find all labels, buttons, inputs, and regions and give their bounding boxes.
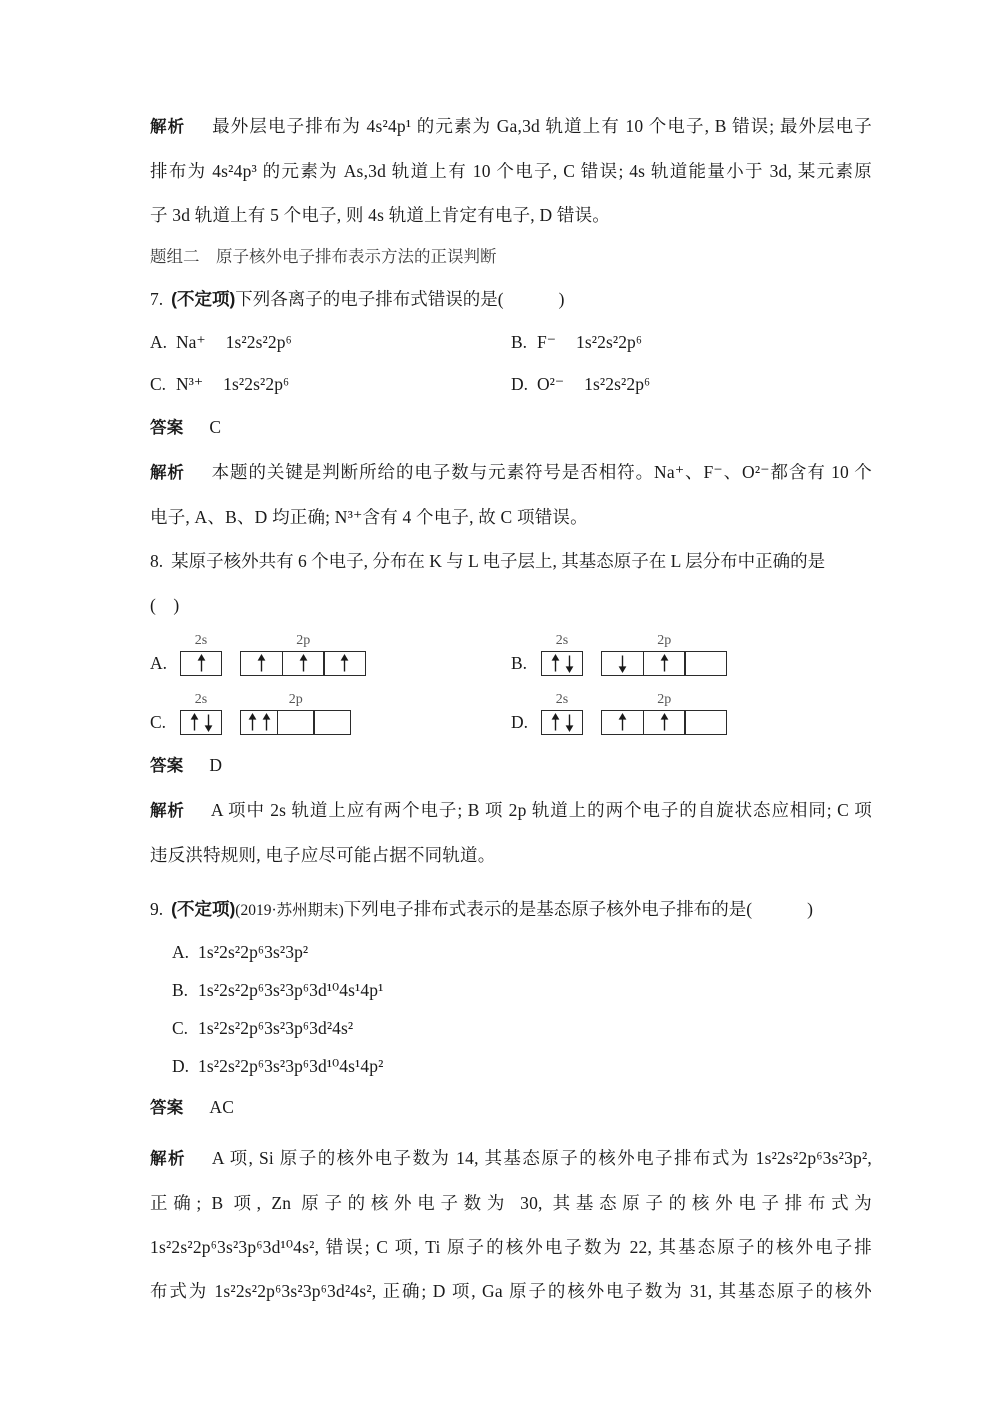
spin-up-arrow-icon [190,713,199,732]
orbital-cell [643,710,686,735]
question-9-tag: (不定项) [171,899,236,919]
orbital-caption-2s: 2s [194,633,208,648]
question-9-source: (2019·苏州期末) [235,902,344,919]
option-d-config: 1s²2s²2p⁶3s²3p⁶3d¹⁰4s¹4p² [198,1056,384,1076]
option-c-config: 1s²2s²2p⁶3s²3p⁶3d²4s² [198,1018,354,1038]
question-7-paren-close: ) [558,289,565,309]
spin-up-arrow-icon [248,713,257,732]
question-9-explanation-text-1: A 项, Si 原子的核外电子数为 14, 其基态原子的核外电子排布式为 1s²2s²2p⁶3s²3p², [211,1148,872,1168]
option-c-letter: C. [150,712,167,732]
orbital-cell [684,651,727,676]
orbital-caption-2p: 2p [288,692,303,707]
question-9-paren-close: ) [807,899,813,919]
orbital-cell [601,710,644,735]
question-8-orbital-row-1 [150,631,872,676]
option-a-config: 1s²2s²2p⁶ [225,332,292,352]
option-b-config: 1s²2s²2p⁶ [575,332,643,352]
option-a-letter: A. [150,653,168,673]
question-9-option-a[interactable] [150,933,872,971]
option-a-2s-boxes [180,651,222,676]
question-7-option-d[interactable] [511,363,872,405]
question-7-text: 下列各离子的电子排布式错误的是( [235,289,504,309]
question-9-explanation-line-3: 1s²2s²2p⁶3s²3p⁶3d¹⁰4s², 错误; C 项, Ti 原子的核外电子数为 22, 其基态原子的核外电子排 [150,1237,872,1257]
question-7-option-a[interactable] [150,321,511,363]
orbital-cell [541,651,583,676]
option-d-2p-boxes [601,710,727,735]
option-c-2p-boxes [240,710,351,735]
option-a-letter: A. [150,332,168,352]
question-8-stem-line-1 [150,539,872,583]
option-b-2s-group [541,631,583,676]
q6-explanation-line-3: 子 3d 轨道上有 5 个电子, 则 4s 轨道上肯定有电子, D 错误。 [150,205,610,225]
orbital-cell [601,651,644,676]
question-8-option-a[interactable] [150,631,511,676]
orbital-caption-2s: 2s [194,692,208,707]
q6-explanation-text-1: 最外层电子排布为 4s²4p¹ 的元素为 Ga,3d 轨道上有 10 个电子, B 错误; 最外层电子 [211,116,872,136]
option-d-ion: O²⁻ [537,374,565,394]
question-7-explanation-line-1 [150,450,872,495]
question-8-orbital-row-2 [150,690,872,735]
question-7-explanation-line-2: 电子, A、B、D 均正确; N³⁺含有 4 个电子, 故 C 项错误。 [150,507,588,527]
option-a-2s-group [180,631,222,676]
spin-down-arrow-icon [204,713,213,732]
orbital-electrons [618,654,627,673]
orbital-caption-2p: 2p [657,633,672,648]
question-9-explanation-line-2: 正确; B 项, Zn 原子的核外电子数为 30, 其基态原子的核外电子排布式为 [150,1193,872,1213]
spin-up-arrow-icon [660,713,669,732]
orbital-electrons [660,713,669,732]
option-b-ion: F⁻ [537,332,556,352]
spin-down-arrow-icon [618,654,627,673]
option-d-2s-boxes [541,710,583,735]
option-a-ion: Na⁺ [176,332,206,352]
question-8-answer-line [150,743,872,788]
analysis-label: 解析 [150,118,186,136]
orbital-cell [277,710,315,735]
question-7-options-row-1 [150,321,872,363]
option-c-2p-group [240,690,351,735]
question-7-option-c[interactable] [150,363,511,405]
orbital-electrons [551,713,574,732]
question-7-tag: (不定项) [171,289,236,309]
question-7-explanation-text-1: 本题的关键是判断所给的电子数与元素符号是否相符。Na⁺、F⁻、O²⁻都含有 10 个 [210,462,872,482]
q6-explanation-block [150,104,872,237]
question-9-explanation-line-1 [150,1136,872,1181]
orbital-cell [541,710,583,735]
orbital-cell [282,651,325,676]
question-8-text: 某原子核外共有 6 个电子, 分布在 K 与 L 电子层上, 其基态原子在 L 层分布中正确的是 [171,551,826,571]
question-9-option-d[interactable] [150,1047,872,1085]
question-7-answer-line [150,405,872,450]
q6-explanation-line-1 [150,104,872,149]
option-d-letter: D. [511,712,529,732]
option-a-2p-group [240,631,366,676]
orbital-electrons [660,654,669,673]
spin-down-arrow-icon [565,654,574,673]
question-7-options-row-2 [150,363,872,405]
orbital-cell [240,651,283,676]
option-d-letter: D. [172,1056,190,1076]
option-b-2p-boxes [601,651,727,676]
option-b-letter: B. [511,332,528,352]
option-d-2s-group [541,690,583,735]
spin-up-arrow-icon [618,713,627,732]
orbital-electrons [257,654,266,673]
question-9-answer-value: AC [209,1097,235,1117]
orbital-electrons [248,713,271,732]
analysis-label: 解析 [150,802,185,820]
spin-up-arrow-icon [340,654,349,673]
option-c-letter: C. [172,1018,189,1038]
q6-explanation-line-2: 排布为 4s²4p³ 的元素为 As,3d 轨道上有 10 个电子, C 错误; 4s 轨道能量小于 3d, 某元素原 [150,161,872,181]
orbital-cell [180,651,222,676]
answer-label: 答案 [150,1099,184,1117]
option-d-config: 1s²2s²2p⁶ [584,374,651,394]
option-d-2p-group [601,690,727,735]
orbital-electrons [190,713,213,732]
spin-up-arrow-icon [299,654,308,673]
question-9-explanation-line-4: 布式为 1s²2s²2p⁶3s²3p⁶3d²4s², 正确; D 项, Ga 原子的核外电子数为 31, 其基态原子的核外 [150,1281,872,1301]
question-8-explanation-line-1 [150,788,872,833]
question-8-number: 8. [150,551,164,571]
question-8-answer-value: D [209,755,223,775]
spin-down-arrow-icon [565,713,574,732]
question-8-explanation-line-2: 违反洪特规则, 电子应尽可能占据不同轨道。 [150,845,496,865]
orbital-caption-2s: 2s [555,633,569,648]
spin-up-arrow-icon [551,654,560,673]
answer-label: 答案 [150,419,184,437]
option-a-config: 1s²2s²2p⁶3s²3p² [198,942,309,962]
option-c-2s-group [180,690,222,735]
option-b-2p-group [601,631,727,676]
question-9-number: 9. [150,899,164,919]
option-c-letter: C. [150,374,167,394]
question-8-explanation-text-1: A 项中 2s 轨道上应有两个电子; B 项 2p 轨道上的两个电子的自旋状态应相同; C 项 [210,800,873,820]
question-9-text: 下列电子排布式表示的是基态原子核外电子排布的是( [343,899,753,919]
question-9-answer-line [150,1085,872,1130]
question-8-option-d[interactable] [511,690,872,735]
orbital-cell [180,710,222,735]
question-7-number: 7. [150,289,164,309]
orbital-cell [684,710,727,735]
option-b-letter: B. [172,980,189,1000]
spin-up-arrow-icon [551,713,560,732]
option-b-config: 1s²2s²2p⁶3s²3p⁶3d¹⁰4s¹4p¹ [198,980,384,1000]
group-heading: 题组二 原子核外电子排布表示方法的正误判断 [150,248,497,266]
option-a-2p-boxes [240,651,366,676]
orbital-electrons [551,654,574,673]
orbital-cell [323,651,366,676]
option-c-config: 1s²2s²2p⁶ [223,374,290,394]
question-7-answer-value: C [209,417,222,437]
spin-up-arrow-icon [197,654,206,673]
question-9-option-b[interactable] [150,971,872,1009]
question-9-stem [150,887,872,933]
spin-up-arrow-icon [262,713,271,732]
option-b-2s-boxes [541,651,583,676]
option-b-letter: B. [511,653,528,673]
analysis-label: 解析 [150,464,185,482]
page-content [150,104,872,1313]
question-7-option-b[interactable] [511,321,872,363]
orbital-cell [643,651,686,676]
orbital-electrons [197,654,206,673]
orbital-caption-2p: 2p [657,692,672,707]
orbital-cell [240,710,278,735]
orbital-cell [313,710,351,735]
option-c-2s-boxes [180,710,222,735]
question-9-options [150,933,872,1085]
question-8-option-c[interactable] [150,690,511,735]
question-7-stem [150,277,872,321]
option-c-ion: N³⁺ [176,374,204,394]
option-a-letter: A. [172,942,190,962]
orbital-electrons [618,713,627,732]
answer-label: 答案 [150,757,184,775]
orbital-caption-2p: 2p [296,633,311,648]
question-8-stem-line-2: ( ) [150,595,180,615]
spin-up-arrow-icon [660,654,669,673]
orbital-electrons [340,654,349,673]
orbital-caption-2s: 2s [555,692,569,707]
question-8-option-b[interactable] [511,631,872,676]
question-9-option-c[interactable] [150,1009,872,1047]
orbital-electrons [299,654,308,673]
analysis-label: 解析 [150,1150,186,1168]
option-d-letter: D. [511,374,529,394]
spin-up-arrow-icon [257,654,266,673]
